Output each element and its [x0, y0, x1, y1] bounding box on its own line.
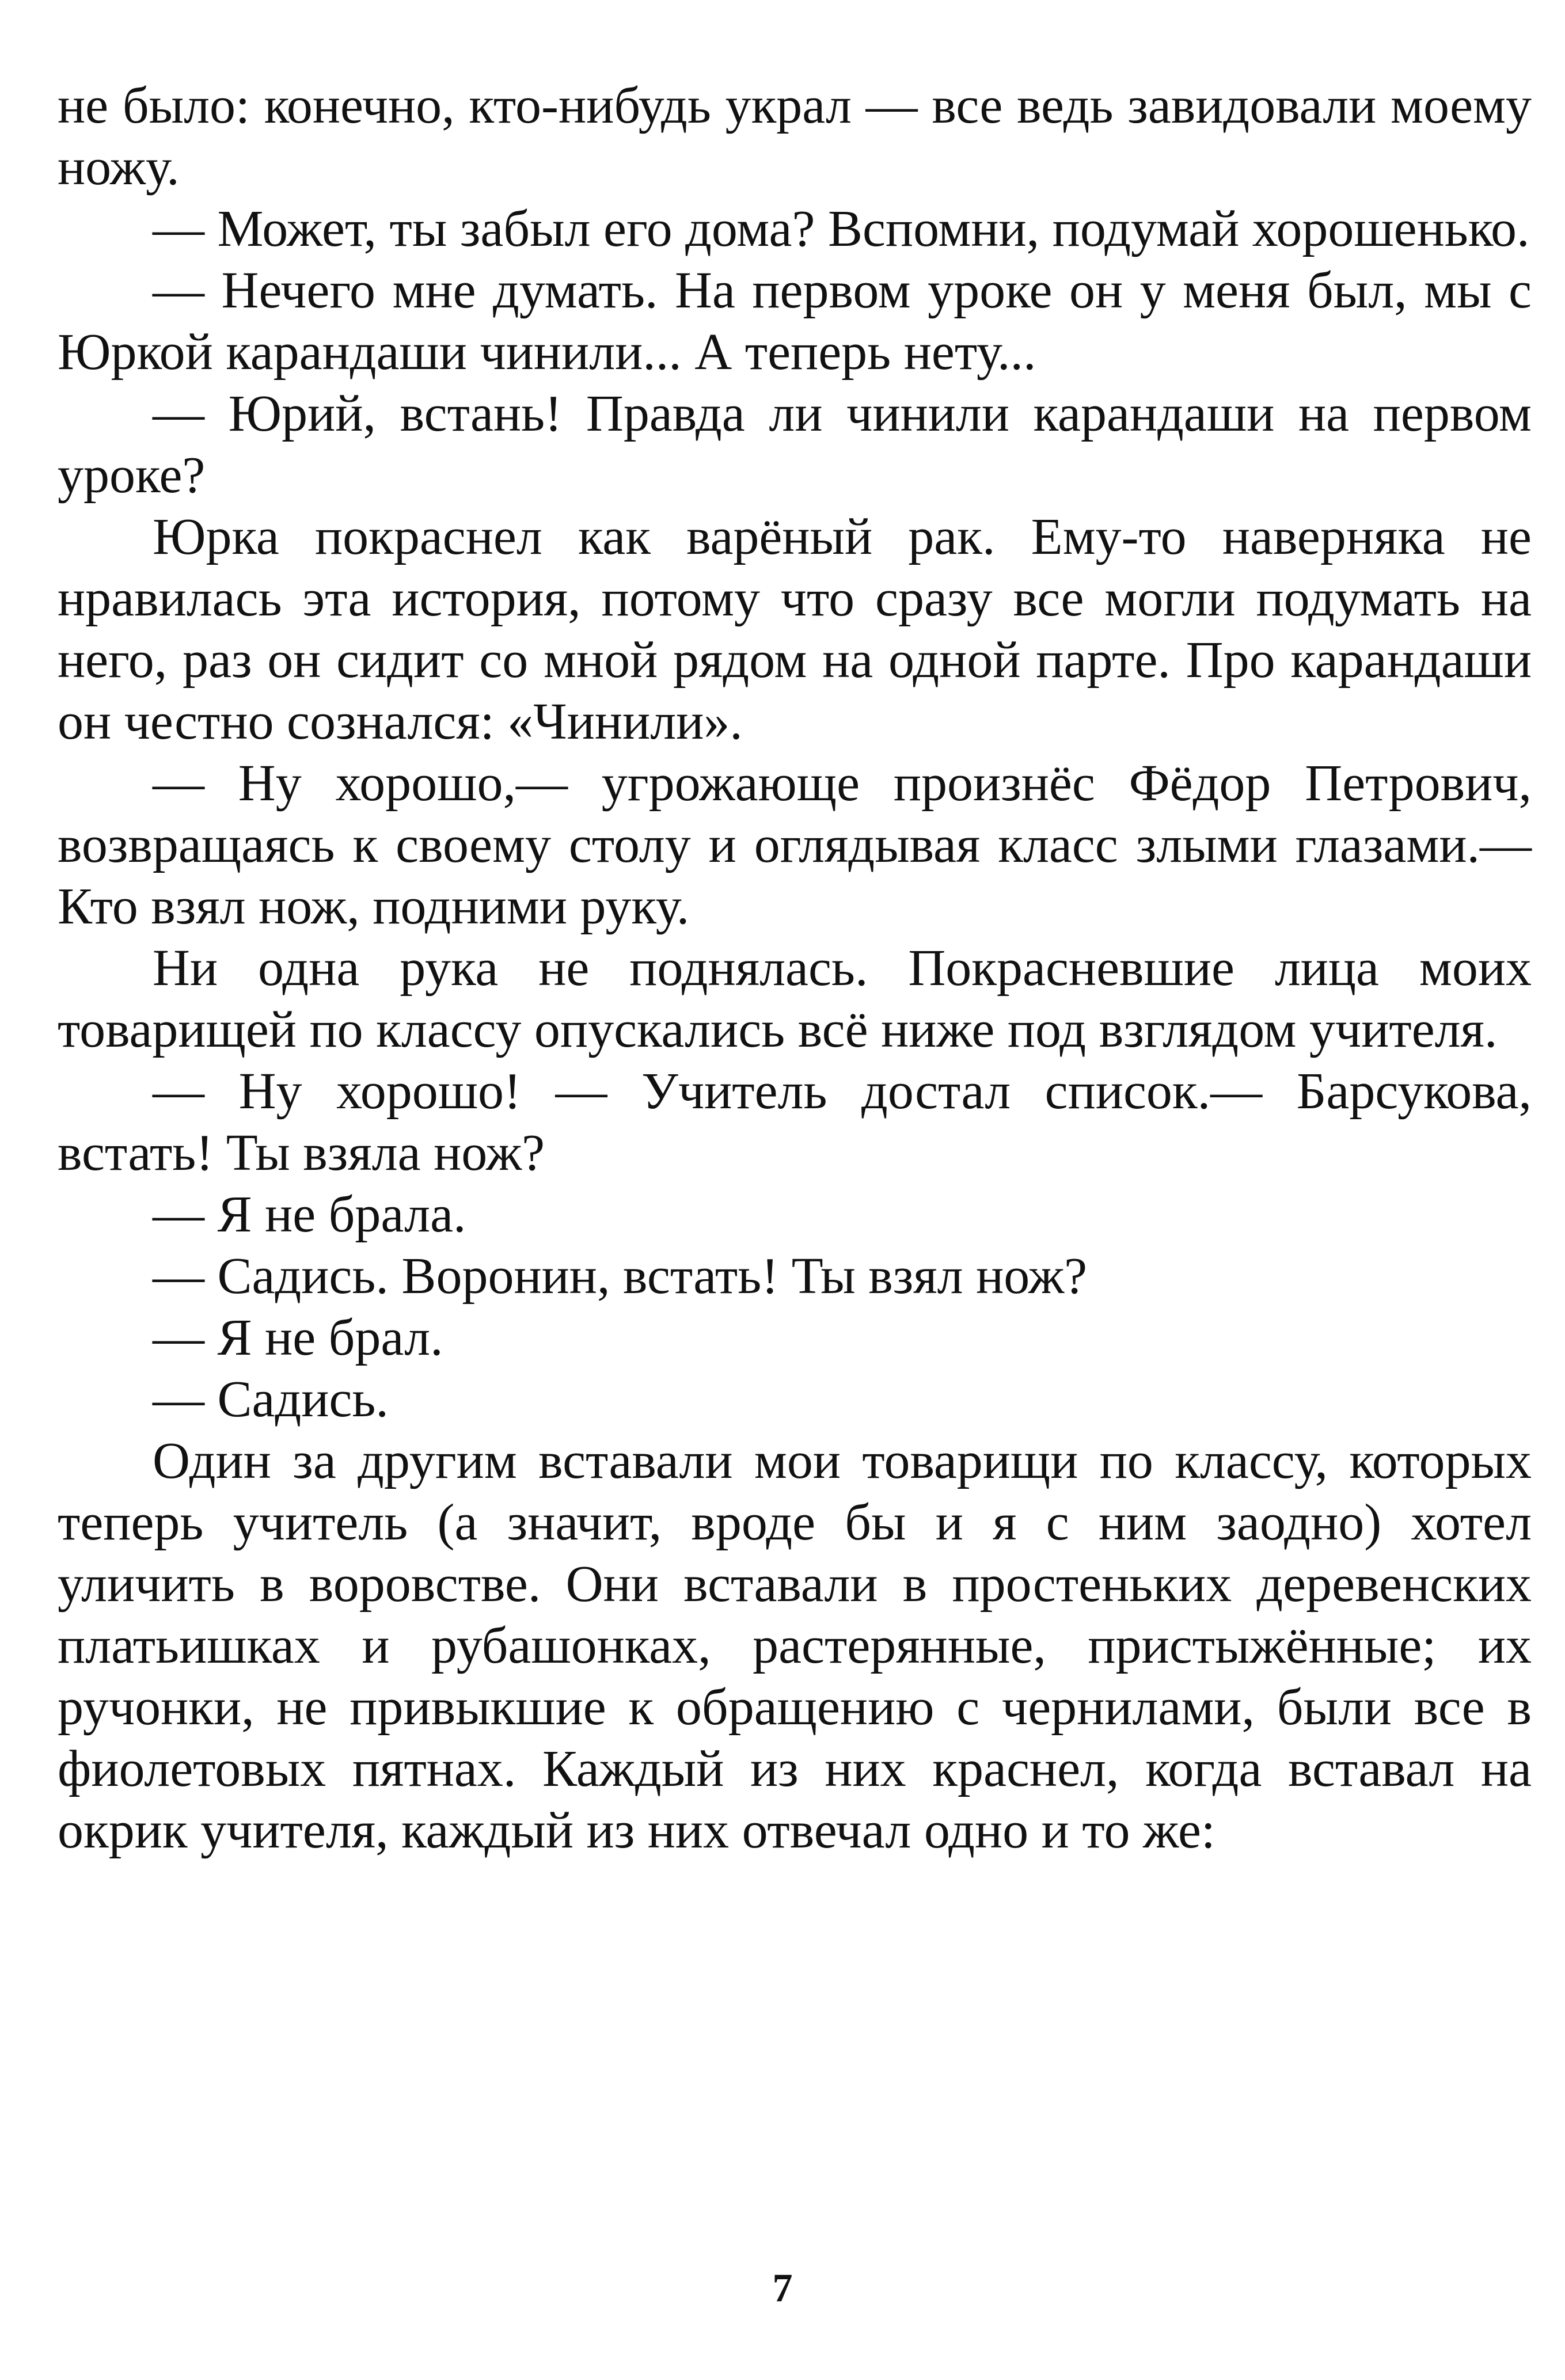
paragraph-dialogue: — Садись.: [153, 1371, 389, 1428]
paragraph: Юрка покраснел как варёный рак. Ему-то наверняка не нравилась эта история, потому что сразу все могли подумать на него, раз он сидит со мной рядом на одной парте. Про карандаши он честно сознался: «Чинили».: [58, 508, 1532, 750]
paragraph-continued: не было: конечно, кто-нибудь украл — все ведь завидовали моему ножу.: [58, 77, 1532, 196]
page-number: 7: [772, 2266, 793, 2310]
paragraph-dialogue: — Я не брал.: [153, 1309, 443, 1366]
body-text: [58, 75, 1532, 1861]
paragraph-dialogue: — Ну хорошо! — Учитель достал список.— Барсукова, встать! Ты взяла нож?: [58, 1063, 1532, 1181]
paragraph-dialogue: — Может, ты забыл его дома? Вспомни, подумай хорошенько.: [153, 200, 1530, 257]
paragraph-dialogue: — Я не брала.: [153, 1186, 466, 1243]
paragraph-dialogue: — Нечего мне думать. На первом уроке он у меня был, мы с Юркой карандаши чинили... А теперь нету...: [58, 262, 1532, 381]
paragraph: Один за другим вставали мои товарищи по классу, которых теперь учитель (а значит, вроде бы и я с ним заодно) хотел уличить в воровстве. Они вставали в простеньких деревенских платьишках и рубашонках, растерянные, пристыжённые; их ручонки, не привыкшие к обращению с чернилами, были все в фиолетовых пятнах. Каждый из них краснел, когда вставал на окрик учителя, каждый из них отвечал одно и то же:: [58, 1432, 1532, 1859]
paragraph-dialogue: — Ну хорошо,— угрожающе произнёс Фёдор Петрович, возвращаясь к своему столу и оглядывая класс злыми глазами.— Кто взял нож, подними руку.: [58, 755, 1532, 935]
paragraph: Ни одна рука не поднялась. Покрасневшие лица моих товарищей по классу опускались всё ниже под взглядом учителя.: [58, 940, 1532, 1058]
paragraph-dialogue: — Юрий, встань! Правда ли чинили карандаши на первом уроке?: [58, 385, 1532, 504]
paragraph-dialogue: — Садись. Воронин, встать! Ты взял нож?: [153, 1248, 1088, 1305]
